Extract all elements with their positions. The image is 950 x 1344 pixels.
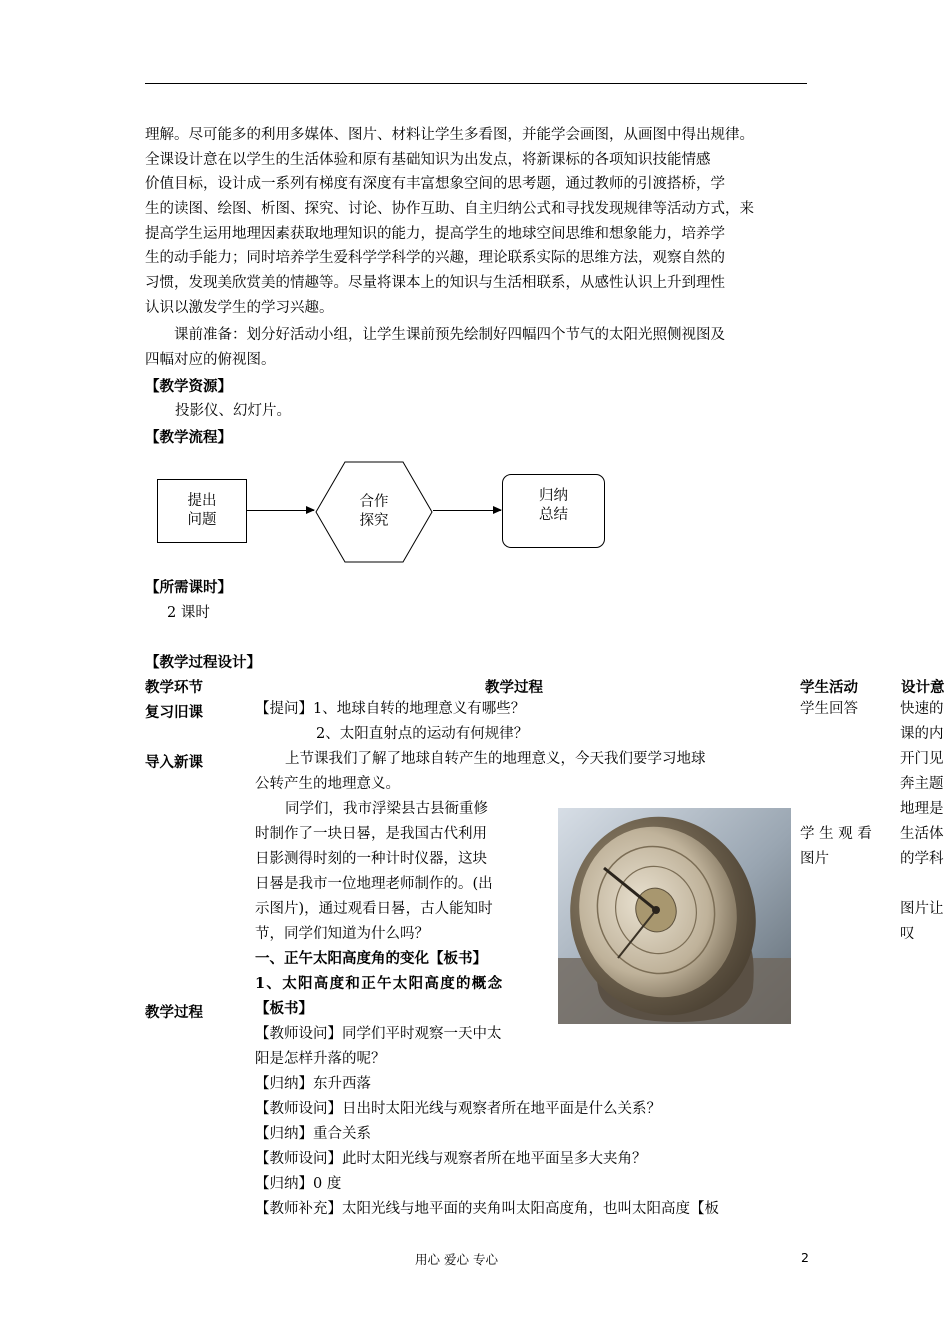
- row-design: 快速的: [900, 701, 944, 717]
- row-line: 节，同学们知道为什么吗？: [255, 926, 429, 942]
- row-line: 日影测得时刻的一种计时仪器，这块: [255, 851, 487, 867]
- row-activity: 图片: [800, 851, 829, 867]
- row-line: 【板书】: [255, 1000, 313, 1017]
- row-line: 【归纳】东升西落: [255, 1076, 371, 1092]
- resources-title: 【教学资源】: [145, 379, 232, 395]
- flow-step-ask: [157, 479, 247, 543]
- prep-paragraph: [145, 323, 807, 372]
- row-line: 阳是怎样升落的呢？: [255, 1051, 386, 1067]
- flow-step-explore-line: 合作: [359, 494, 389, 510]
- flow-step-summary-line: 归纳: [539, 488, 568, 504]
- flow-step-explore: [315, 461, 433, 563]
- flow-step-ask-line: 问题: [187, 512, 217, 528]
- flow-step-explore-line: 探究: [359, 513, 389, 529]
- row-line: 【教师补充】太阳光线与地平面的夹角叫太阳高度角，也叫太阳高度【板: [255, 1201, 719, 1217]
- table-header-activity: 学生活动: [800, 680, 858, 696]
- row-line: 日晷是我市一位地理老师制作的。(出: [255, 876, 493, 892]
- row-design: 叹: [900, 926, 915, 942]
- header-rule: [145, 83, 807, 84]
- row-activity: 学生回答: [800, 701, 858, 717]
- row-line: 2、太阳直射点的运动有何规律？: [316, 726, 529, 742]
- row-line: 【教师设问】同学们平时观察一天中太: [255, 1026, 502, 1042]
- row-line: 时制作了一块日晷，是我国古代利用: [255, 826, 487, 842]
- row-design: 开门见: [900, 751, 944, 767]
- row-design: 图片让: [900, 901, 944, 917]
- row-design: 课的内: [900, 726, 944, 742]
- row-line: 【归纳】0 度: [255, 1176, 342, 1192]
- subheading-2: 1、太阳高度和正午太阳高度的概念: [255, 975, 504, 992]
- flow-step-ask-line: 提出: [187, 493, 217, 509]
- table-header-process: 教学过程: [485, 680, 543, 696]
- intro-line: 认识以激发学生的学习兴趣。: [145, 299, 334, 316]
- intro-line: 生的读图、绘图、析图、探究、讨论、协作互助、自主归纳公式和寻找发现规律等活动方式，来: [145, 201, 754, 218]
- row-line: 【教师设问】日出时太阳光线与观察者所在地平面是什么关系？: [255, 1101, 661, 1117]
- row-stage-process: 教学过程: [145, 1005, 203, 1021]
- flow-arrow: [246, 510, 314, 511]
- footer-motto: 用心 爱心 专心: [415, 1252, 498, 1267]
- table-header-stage: 教学环节: [145, 680, 203, 696]
- intro-line: 生的动手能力；同时培养学生爱科学学科学的兴趣，理论联系实际的思维方法，观察自然的: [145, 250, 725, 267]
- row-line: 同学们，我市浮梁县古县衙重修: [285, 801, 488, 817]
- flow-title: 【教学流程】: [145, 430, 232, 446]
- row-activity: 学 生 观 看: [800, 826, 872, 842]
- resources-text: 投影仪、幻灯片。: [175, 403, 291, 419]
- row-line: 公转产生的地理意义。: [255, 776, 400, 792]
- row-line: 示图片)，通过观看日晷，古人能知时: [255, 901, 493, 917]
- intro-line: 提高学生运用地理因素获取地理知识的能力，提高学生的地球空间思维和想象能力，培养学: [145, 225, 725, 242]
- row-stage-review: 复习旧课: [145, 705, 203, 721]
- intro-line: 习惯，发现美欣赏美的情趣等。尽量将课本上的知识与生活相联系，从感性认识上升到理性: [145, 275, 725, 292]
- row-line: 【提问】1、地球自转的地理意义有哪些？: [255, 701, 526, 717]
- process-title: 【教学过程设计】: [145, 655, 261, 671]
- hours-text: 2 课时: [167, 605, 210, 621]
- intro-paragraph: [145, 123, 807, 321]
- row-design: 奔主题: [900, 776, 944, 792]
- sundial-photo: [558, 808, 791, 1024]
- hours-title: 【所需课时】: [145, 580, 232, 596]
- intro-line: 理解。尽可能多的利用多媒体、图片、材料让学生多看图，并能学会画图，从画图中得出规律。: [145, 127, 754, 143]
- intro-line: 全课设计意在以学生的生活体验和原有基础知识为出发点，将新课标的各项知识技能情感: [145, 151, 711, 168]
- intro-line: 价值目标，设计成一系列有梯度有深度有丰富想象空间的思考题，通过教师的引渡搭桥，学: [145, 176, 725, 193]
- row-design: 的学科: [900, 851, 944, 867]
- flow-step-summary-line: 总结: [539, 507, 568, 523]
- row-design: 地理是: [900, 801, 944, 817]
- row-stage-intro: 导入新课: [145, 755, 203, 771]
- table-header-design: 设计意: [901, 680, 945, 696]
- subheading-1: 一、正午太阳高度角的变化【板书】: [255, 950, 487, 967]
- page-number: 2: [801, 1250, 809, 1265]
- prep-line: 课前准备：划分好活动小组，让学生课前预先绘制好四幅四个节气的太阳光照侧视图及: [174, 327, 725, 343]
- prep-line: 四幅对应的俯视图。: [145, 351, 276, 368]
- row-line: 上节课我们了解了地球自转产生的地理意义，今天我们要学习地球: [285, 751, 706, 767]
- flow-arrow: [433, 510, 501, 511]
- flow-step-summary: [502, 474, 605, 548]
- row-line: 【教师设问】此时太阳光线与观察者所在地平面呈多大夹角？: [255, 1151, 647, 1167]
- row-line: 【归纳】重合关系: [255, 1126, 371, 1142]
- row-design: 生活体: [900, 826, 944, 842]
